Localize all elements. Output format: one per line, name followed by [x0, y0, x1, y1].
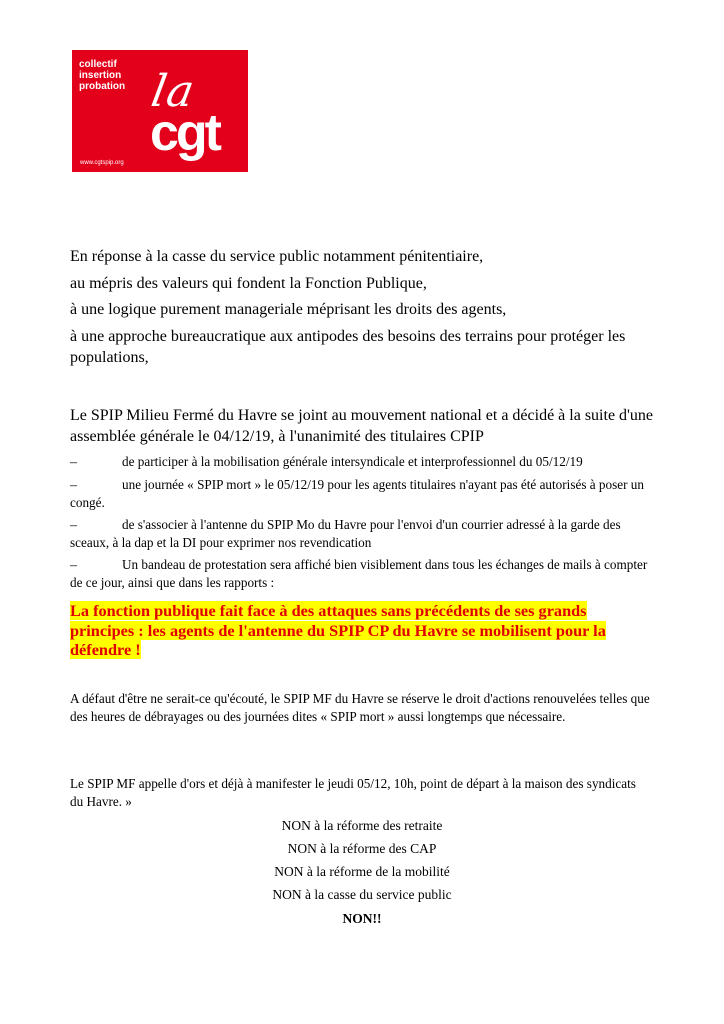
bullet-item: [70, 516, 650, 552]
intro-line: au mépris des valeurs qui fondent la Fonction Publique,: [70, 274, 427, 292]
bullet-item: [70, 453, 650, 472]
slogan-non: NON!!: [342, 911, 382, 926]
bullet-dash: –: [70, 455, 77, 470]
bullet-list: [70, 453, 650, 596]
paragraph-actions: A défaut d'être ne serait-ce qu'écouté, le SPIP MF du Havre se réserve le droit d'actions renouvelées telles que des heures de débrayages ou des journées dites « SPIP mort » aussi longtemps que nécessaire.: [70, 691, 650, 724]
logo-url: www.cgtspip.org: [80, 160, 124, 166]
bullet-dash: –: [70, 557, 77, 573]
intro-block: [70, 246, 660, 372]
bullet-dash: –: [70, 517, 77, 533]
logo-cgt: cgt: [150, 104, 219, 162]
bullet-text: Un bandeau de protestation sera affiché bien visiblement dans tous les échanges de mails à compter de ce jour, ainsi que dans les rapports :: [70, 556, 648, 590]
logo-la: la: [147, 66, 199, 117]
slogan-service-public: NON à la casse du service public: [272, 887, 452, 902]
bullet-dash: –: [70, 477, 77, 493]
bullet-item: [70, 476, 650, 512]
bullet-text: de participer à la mobilisation générale intersyndicale et interprofessionnel du 05/12/19: [122, 454, 583, 469]
logo-line-probation: probation: [79, 81, 126, 92]
bullet-item: [70, 556, 650, 592]
slogan-cap: NON à la réforme des CAP: [287, 841, 437, 856]
bullet-text: de s'associer à l'antenne du SPIP Mo du Havre pour l'envoi d'un courrier adressé à la garde des sceaux, à la dap et la DI pour exprimer nos revendication: [70, 516, 621, 550]
logo-line-collectif: collectif: [79, 59, 117, 70]
cgt-logo: [72, 50, 248, 172]
bullet-text: une journée « SPIP mort » le 05/12/19 pour les agents titulaires n'ayant pas été autorisés à poser un congé.: [70, 476, 644, 510]
highlighted-text: La fonction publique fait face à des attaques sans précédents de ses grands principes : les agents de l'antenne du SPIP CP du Havre se mobilisent pour la défendre !: [70, 601, 606, 659]
highlighted-statement: [70, 601, 642, 660]
intro-line: à une logique purement manageriale méprisant les droits des agents,: [70, 301, 507, 318]
slogan-retraite: NON à la réforme des retraite: [281, 818, 443, 833]
paragraph-demonstration: Le SPIP MF appelle d'ors et déjà à manifester le jeudi 05/12, 10h, point de départ à la maison des syndicats du Havre. »: [70, 776, 636, 809]
logo-caption: [79, 59, 125, 92]
intro-line: à une approche bureaucratique aux antipodes des besoins des terrains pour protéger les populations,: [70, 327, 626, 366]
logo-line-insertion: insertion: [79, 70, 122, 81]
intro-line: En réponse à la casse du service public notamment pénitentiaire,: [70, 248, 484, 265]
slogan-mobilite: NON à la réforme de la mobilité: [274, 864, 450, 879]
main-paragraph: Le SPIP Milieu Fermé du Havre se joint au mouvement national et a décidé à la suite d'une assemblée générale le 04/12/19, à l'unanimité des titulaires CPIP: [70, 407, 654, 445]
